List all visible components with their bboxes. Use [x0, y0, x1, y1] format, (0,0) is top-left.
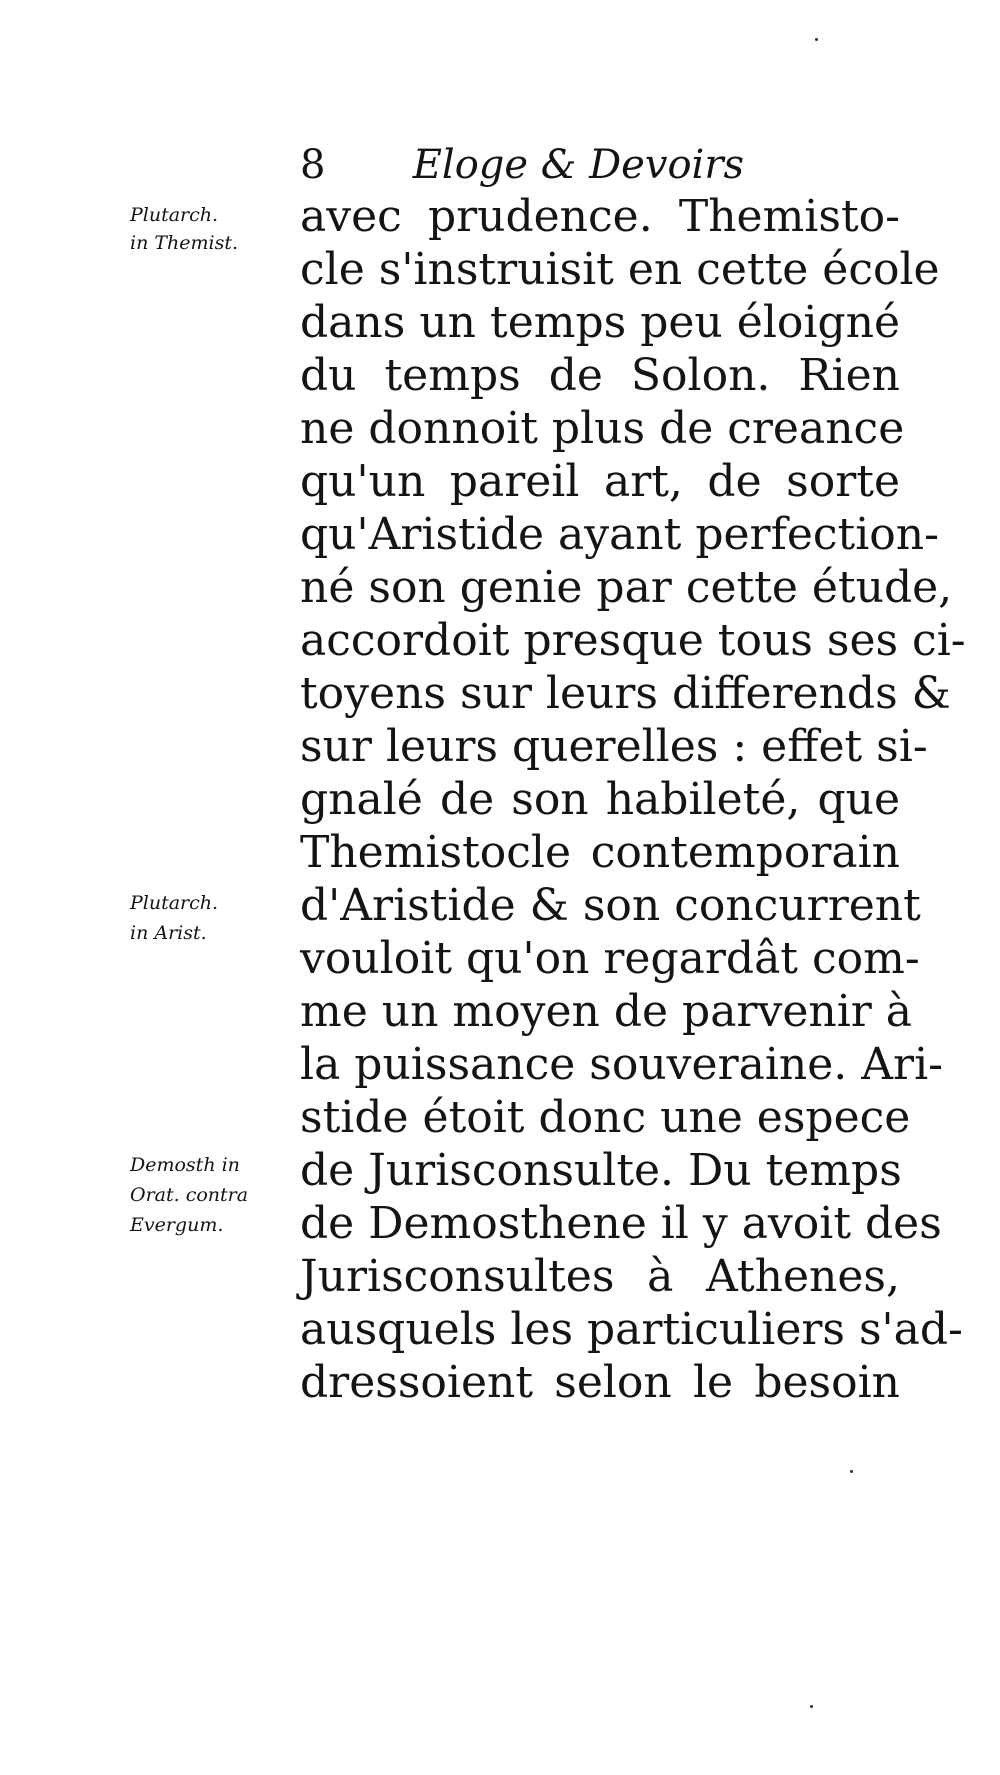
text-line: Themistocle contemporain: [300, 827, 900, 878]
page-number: 8: [300, 142, 326, 188]
text-line: cle s'instruisit en cette école: [300, 244, 940, 295]
text-line: la puissance souveraine. Ari-: [300, 1039, 944, 1090]
text-line: Jurisconsultes à Athenes,: [300, 1251, 900, 1302]
margin-note-line: Orat. contra: [130, 1184, 249, 1206]
margin-note-line: in Themist.: [130, 232, 239, 254]
paper-speck: [850, 1470, 853, 1473]
text-line: dressoient selon le besoin: [300, 1357, 900, 1408]
text-line: de Demosthene il y avoit des: [300, 1198, 942, 1249]
text-line: stide étoit donc une espece: [300, 1092, 911, 1143]
text-line: me un moyen de parvenir à: [300, 986, 913, 1037]
text-line: ausquels les particuliers s'ad-: [300, 1304, 963, 1355]
margin-note-line: in Arist.: [130, 922, 207, 944]
margin-note-line: Plutarch.: [130, 204, 219, 226]
text-line: qu'Aristide ayant perfection-: [300, 509, 939, 560]
text-line: sur leurs querelles : effet si-: [300, 721, 928, 772]
text-line: toyens sur leurs differends &: [300, 668, 951, 719]
text-line: accordoit presque tous ses ci-: [300, 615, 966, 666]
text-line: avec prudence. Themisto-: [300, 191, 900, 242]
text-line: qu'un pareil art, de sorte: [300, 456, 900, 507]
paper-speck: [810, 1705, 813, 1708]
text-line: né son genie par cette étude,: [300, 562, 953, 613]
margin-note-line: Plutarch.: [130, 892, 219, 914]
text-line: ne donnoit plus de creance: [300, 403, 905, 454]
text-line: vouloit qu'on regardât com-: [300, 933, 920, 984]
text-line: gnalé de son habileté, que: [300, 774, 900, 825]
text-line: d'Aristide & son concurrent: [300, 880, 921, 931]
paper-speck: [815, 38, 818, 41]
text-line: du temps de Solon. Rien: [300, 350, 900, 401]
margin-note-line: Demosth in: [130, 1154, 240, 1176]
margin-note-line: Evergum.: [130, 1214, 224, 1236]
text-line: de Jurisconsulte. Du temps: [300, 1145, 902, 1196]
running-title: Eloge & Devoirs: [412, 142, 744, 188]
running-header: [300, 135, 760, 195]
text-line: dans un temps peu éloigné: [300, 297, 900, 348]
